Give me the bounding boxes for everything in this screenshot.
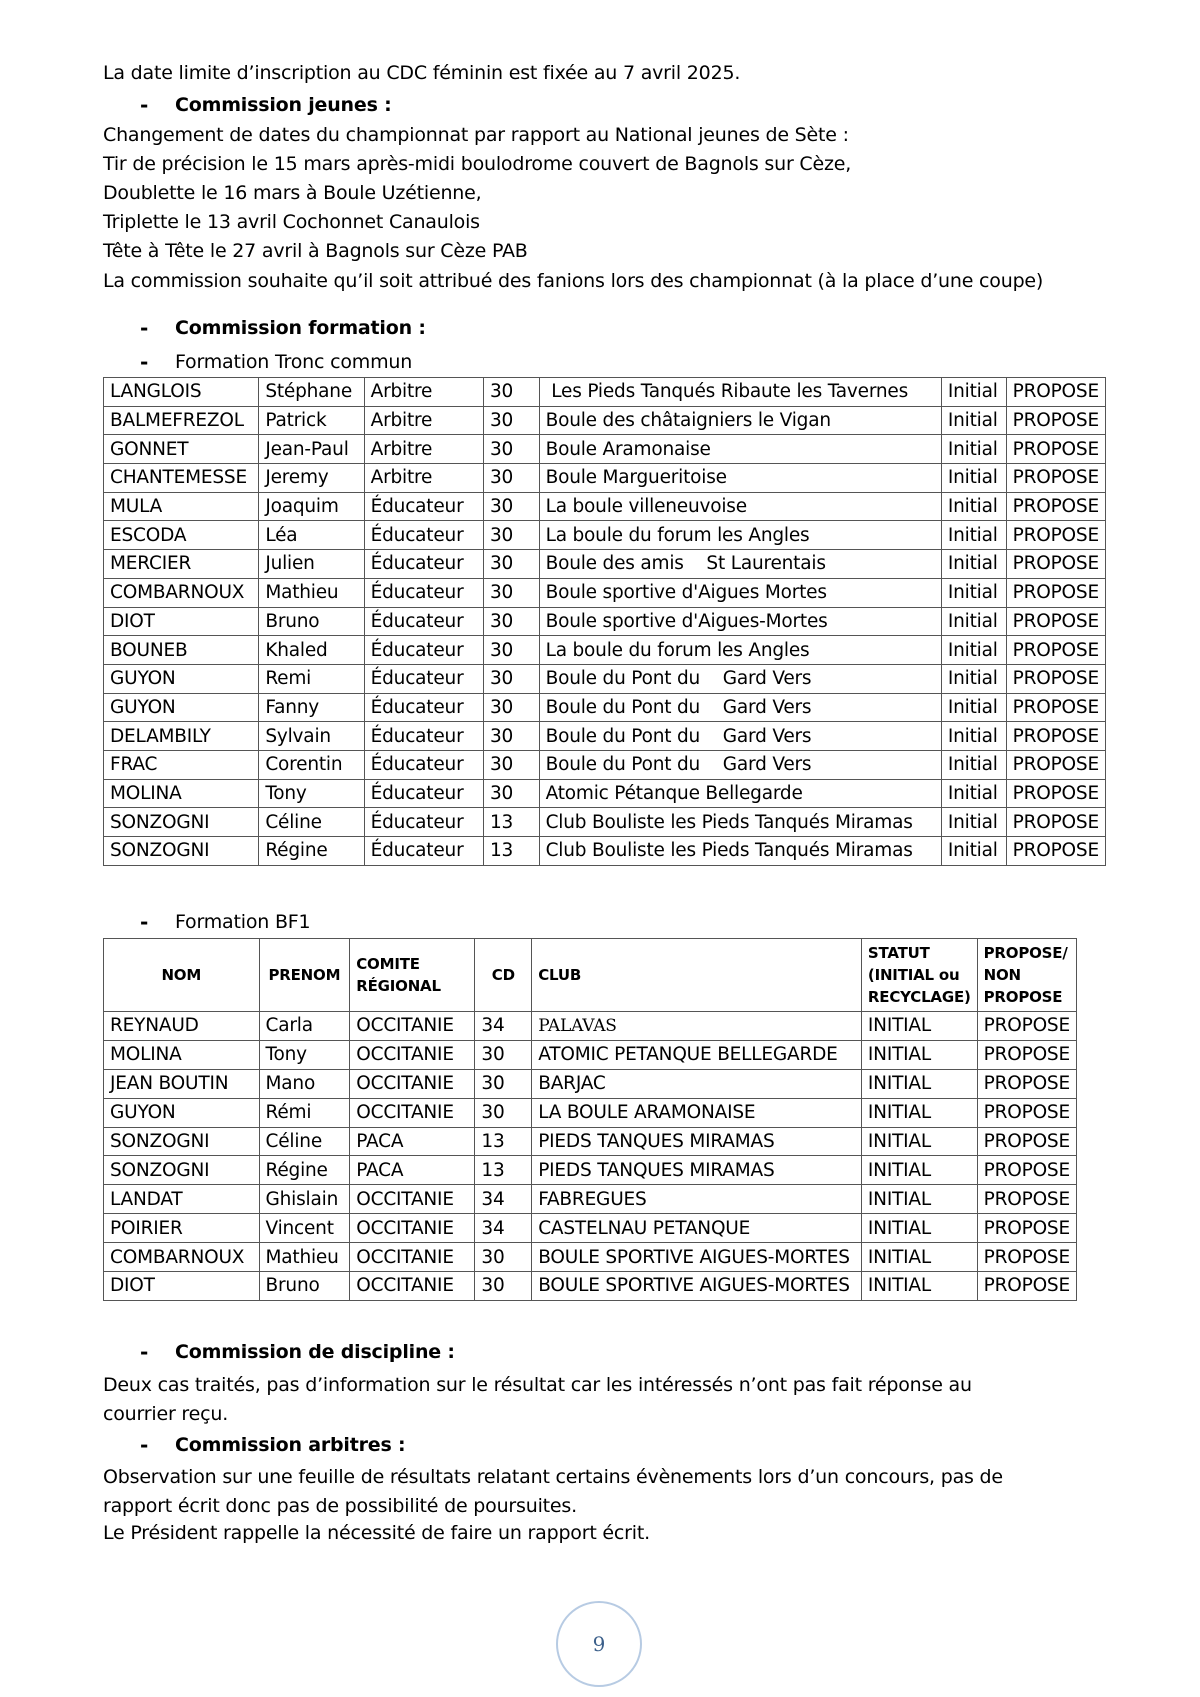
cell-comite: OCCITANIE <box>350 1214 475 1243</box>
heading-commission-jeunes: Commission jeunes : <box>175 94 392 116</box>
column-header-cd: CD <box>475 939 532 1012</box>
cell-statut: Initial <box>941 521 1006 550</box>
cell-club: CASTELNAU PETANQUE <box>532 1214 862 1243</box>
cell-statut: INITIAL <box>861 1040 977 1069</box>
cell-role: Éducateur <box>364 664 483 693</box>
table-row <box>104 837 1106 866</box>
cell-propose: PROPOSE <box>1006 435 1105 464</box>
table-row <box>104 1098 1077 1127</box>
page-number-badge <box>556 1601 642 1687</box>
cell-statut: INITIAL <box>861 1243 977 1272</box>
cell-cd: 30 <box>483 521 539 550</box>
cell-role: Éducateur <box>364 693 483 722</box>
arbitres-paragraph-2: Le Président rappelle la nécessité de faire un rapport écrit. <box>103 1522 650 1544</box>
table-row <box>104 808 1106 837</box>
cell-statut: INITIAL <box>861 1272 977 1301</box>
cell-nom: CHANTEMESSE <box>104 464 259 493</box>
table-row <box>104 1040 1077 1069</box>
cell-role: Éducateur <box>364 779 483 808</box>
cell-statut: Initial <box>941 492 1006 521</box>
cell-cd: 30 <box>483 464 539 493</box>
cell-cd: 13 <box>483 808 539 837</box>
bullet-dash: - <box>140 350 149 374</box>
cell-club: La boule du forum les Angles <box>539 521 941 550</box>
cell-cd: 30 <box>483 607 539 636</box>
bullet-dash: - <box>140 316 149 340</box>
cell-prenom: Bruno <box>259 1272 350 1301</box>
table-row <box>104 406 1106 435</box>
cell-propose: PROPOSE <box>1006 779 1105 808</box>
table-row <box>104 1156 1077 1185</box>
cell-propose: PROPOSE <box>1006 550 1105 579</box>
cell-statut: Initial <box>941 378 1006 407</box>
cell-role: Éducateur <box>364 837 483 866</box>
cell-role: Éducateur <box>364 578 483 607</box>
cell-statut: Initial <box>941 722 1006 751</box>
cell-prenom: Vincent <box>259 1214 350 1243</box>
cell-nom: LANGLOIS <box>104 378 259 407</box>
cell-statut: Initial <box>941 578 1006 607</box>
table-row <box>104 492 1106 521</box>
table-row <box>104 1185 1077 1214</box>
column-header-propose: PROPOSE/ NON PROPOSE <box>977 939 1076 1012</box>
jeunes-line: Tir de précision le 15 mars après-midi boulodrome couvert de Bagnols sur Cèze, <box>103 153 852 175</box>
table-row <box>104 1127 1077 1156</box>
jeunes-line: La commission souhaite qu’il soit attribué des fanions lors des championnat (à la place d’une coupe) <box>103 270 1044 292</box>
table-row <box>104 607 1106 636</box>
cell-cd: 34 <box>475 1012 532 1041</box>
cell-nom: ESCODA <box>104 521 259 550</box>
cell-nom: SONZOGNI <box>104 837 259 866</box>
cell-club: PIEDS TANQUES MIRAMAS <box>532 1156 862 1185</box>
cell-statut: INITIAL <box>861 1069 977 1098</box>
cell-statut: INITIAL <box>861 1127 977 1156</box>
cell-nom: BOUNEB <box>104 636 259 665</box>
cell-prenom: Julien <box>259 550 364 579</box>
discipline-paragraph: Deux cas traités, pas d’information sur le résultat car les intéressés n’ont pas fait réponse au courrier reçu. <box>103 1374 972 1425</box>
cell-club: BOULE SPORTIVE AIGUES-MORTES <box>532 1243 862 1272</box>
cell-cd: 30 <box>475 1272 532 1301</box>
table-row <box>104 550 1106 579</box>
cell-cd: 30 <box>475 1040 532 1069</box>
cell-club: Boule du Pont du Gard Vers <box>539 722 941 751</box>
cell-propose: PROPOSE <box>977 1243 1076 1272</box>
cell-role: Éducateur <box>364 607 483 636</box>
cell-propose: PROPOSE <box>977 1214 1076 1243</box>
column-header-comite: COMITE RÉGIONAL <box>350 939 475 1012</box>
cell-nom: COMBARNOUX <box>104 1243 260 1272</box>
table-row <box>104 1012 1077 1041</box>
cell-statut: Initial <box>941 636 1006 665</box>
cell-prenom: Ghislain <box>259 1185 350 1214</box>
cell-prenom: Mathieu <box>259 578 364 607</box>
cell-propose: PROPOSE <box>977 1098 1076 1127</box>
cell-club: La boule villeneuvoise <box>539 492 941 521</box>
cell-prenom: Tony <box>259 779 364 808</box>
cell-propose: PROPOSE <box>977 1012 1076 1041</box>
cell-cd: 30 <box>475 1243 532 1272</box>
cell-nom: SONZOGNI <box>104 1156 260 1185</box>
cell-statut: INITIAL <box>861 1214 977 1243</box>
cell-cd: 13 <box>483 837 539 866</box>
cell-prenom: Joaquim <box>259 492 364 521</box>
cell-role: Arbitre <box>364 378 483 407</box>
cell-comite: PACA <box>350 1127 475 1156</box>
cell-club: BOULE SPORTIVE AIGUES-MORTES <box>532 1272 862 1301</box>
cell-club: La boule du forum les Angles <box>539 636 941 665</box>
cell-club: Les Pieds Tanqués Ribaute les Tavernes <box>539 378 941 407</box>
cell-propose: PROPOSE <box>1006 664 1105 693</box>
cell-prenom: Rémi <box>259 1098 350 1127</box>
cell-cd: 34 <box>475 1214 532 1243</box>
cell-cd: 30 <box>483 435 539 464</box>
table-row <box>104 750 1106 779</box>
cell-propose: PROPOSE <box>1006 636 1105 665</box>
cell-prenom: Remi <box>259 664 364 693</box>
cell-propose: PROPOSE <box>1006 607 1105 636</box>
heading-commission-discipline: Commission de discipline : <box>175 1341 455 1363</box>
cell-comite: OCCITANIE <box>350 1069 475 1098</box>
cell-role: Éducateur <box>364 750 483 779</box>
table-row <box>104 779 1106 808</box>
cell-club: Boule Margueritoise <box>539 464 941 493</box>
cell-statut: Initial <box>941 550 1006 579</box>
jeunes-line: Tête à Tête le 27 avril à Bagnols sur Cèze PAB <box>103 240 528 262</box>
column-header-prenom: PRENOM <box>259 939 350 1012</box>
cell-nom: REYNAUD <box>104 1012 260 1041</box>
cell-statut: Initial <box>941 464 1006 493</box>
cell-cd: 30 <box>483 722 539 751</box>
cell-statut: Initial <box>941 808 1006 837</box>
cell-club: PALAVAS <box>532 1012 862 1041</box>
cell-club: Boule sportive d'Aigues-Mortes <box>539 607 941 636</box>
cell-cd: 34 <box>475 1185 532 1214</box>
cell-nom: SONZOGNI <box>104 1127 260 1156</box>
cell-cd: 30 <box>475 1098 532 1127</box>
cell-nom: DIOT <box>104 1272 260 1301</box>
table-row <box>104 693 1106 722</box>
heading-formation-tronc-commun: Formation Tronc commun <box>175 351 413 373</box>
cell-club: Atomic Pétanque Bellegarde <box>539 779 941 808</box>
cell-propose: PROPOSE <box>1006 378 1105 407</box>
cell-comite: OCCITANIE <box>350 1040 475 1069</box>
cell-role: Éducateur <box>364 550 483 579</box>
cell-role: Éducateur <box>364 636 483 665</box>
cell-role: Éducateur <box>364 808 483 837</box>
cell-prenom: Patrick <box>259 406 364 435</box>
heading-commission-arbitres: Commission arbitres : <box>175 1434 406 1456</box>
cell-club: FABREGUES <box>532 1185 862 1214</box>
cell-propose: PROPOSE <box>1006 693 1105 722</box>
cell-propose: PROPOSE <box>1006 837 1105 866</box>
cell-statut: Initial <box>941 779 1006 808</box>
cell-statut: Initial <box>941 406 1006 435</box>
cell-comite: OCCITANIE <box>350 1185 475 1214</box>
cell-nom: GUYON <box>104 1098 260 1127</box>
cell-propose: PROPOSE <box>1006 492 1105 521</box>
page-number: 9 <box>592 1632 606 1656</box>
cell-club: Boule sportive d'Aigues Mortes <box>539 578 941 607</box>
cell-nom: DIOT <box>104 607 259 636</box>
cell-cd: 30 <box>483 636 539 665</box>
cell-propose: PROPOSE <box>1006 406 1105 435</box>
cell-role: Éducateur <box>364 521 483 550</box>
cell-cd: 30 <box>475 1069 532 1098</box>
cell-club: Boule Aramonaise <box>539 435 941 464</box>
cell-prenom: Stéphane <box>259 378 364 407</box>
cell-prenom: Mathieu <box>259 1243 350 1272</box>
cell-prenom: Léa <box>259 521 364 550</box>
table-row <box>104 636 1106 665</box>
cell-club: PIEDS TANQUES MIRAMAS <box>532 1127 862 1156</box>
intro-paragraph: La date limite d’inscription au CDC féminin est fixée au 7 avril 2025. <box>103 62 741 84</box>
cell-nom: GONNET <box>104 435 259 464</box>
jeunes-line: Triplette le 13 avril Cochonnet Canaulois <box>103 211 480 233</box>
table-formation-bf1 <box>103 938 1077 1301</box>
cell-cd: 13 <box>475 1156 532 1185</box>
cell-role: Éducateur <box>364 492 483 521</box>
cell-club: Boule des amis St Laurentais <box>539 550 941 579</box>
cell-propose: PROPOSE <box>977 1040 1076 1069</box>
column-header-statut: STATUT (INITIAL ou RECYCLAGE) <box>861 939 977 1012</box>
table-header-row <box>104 939 1077 1012</box>
cell-propose: PROPOSE <box>977 1127 1076 1156</box>
cell-nom: MOLINA <box>104 1040 260 1069</box>
bullet-dash: - <box>140 93 149 117</box>
table-row <box>104 722 1106 751</box>
cell-propose: PROPOSE <box>1006 722 1105 751</box>
cell-cd: 30 <box>483 378 539 407</box>
cell-propose: PROPOSE <box>1006 578 1105 607</box>
jeunes-line: Doublette le 16 mars à Boule Uzétienne, <box>103 182 482 204</box>
cell-club: Boule des châtaigniers le Vigan <box>539 406 941 435</box>
cell-prenom: Céline <box>259 808 364 837</box>
table-row <box>104 664 1106 693</box>
cell-cd: 13 <box>475 1127 532 1156</box>
cell-nom: BALMEFREZOL <box>104 406 259 435</box>
arbitres-paragraph: Observation sur une feuille de résultats relatant certains évènements lors d’un concours, pas de rapport écrit donc pas de possibilité de poursuites. <box>103 1466 1003 1517</box>
cell-club: Boule du Pont du Gard Vers <box>539 664 941 693</box>
cell-nom: FRAC <box>104 750 259 779</box>
cell-propose: PROPOSE <box>1006 464 1105 493</box>
table-row <box>104 1243 1077 1272</box>
cell-nom: POIRIER <box>104 1214 260 1243</box>
cell-nom: MERCIER <box>104 550 259 579</box>
cell-nom: COMBARNOUX <box>104 578 259 607</box>
cell-statut: Initial <box>941 693 1006 722</box>
bullet-dash: - <box>140 910 149 934</box>
cell-statut: Initial <box>941 837 1006 866</box>
heading-formation-bf1: Formation BF1 <box>175 911 311 933</box>
cell-nom: GUYON <box>104 693 259 722</box>
cell-prenom: Mano <box>259 1069 350 1098</box>
cell-prenom: Bruno <box>259 607 364 636</box>
cell-prenom: Jean-Paul <box>259 435 364 464</box>
cell-club: BARJAC <box>532 1069 862 1098</box>
cell-propose: PROPOSE <box>977 1272 1076 1301</box>
cell-cd: 30 <box>483 664 539 693</box>
cell-prenom: Khaled <box>259 636 364 665</box>
cell-club: ATOMIC PETANQUE BELLEGARDE <box>532 1040 862 1069</box>
cell-prenom: Jeremy <box>259 464 364 493</box>
cell-statut: INITIAL <box>861 1098 977 1127</box>
cell-club: Club Bouliste les Pieds Tanqués Miramas <box>539 837 941 866</box>
table-row <box>104 521 1106 550</box>
table-tronc-commun <box>103 377 1106 866</box>
cell-cd: 30 <box>483 406 539 435</box>
cell-statut: INITIAL <box>861 1012 977 1041</box>
cell-role: Arbitre <box>364 435 483 464</box>
cell-prenom: Régine <box>259 837 364 866</box>
table-row <box>104 578 1106 607</box>
heading-commission-formation: Commission formation : <box>175 317 426 339</box>
cell-prenom: Corentin <box>259 750 364 779</box>
cell-comite: OCCITANIE <box>350 1272 475 1301</box>
cell-statut: Initial <box>941 607 1006 636</box>
table-row <box>104 1069 1077 1098</box>
table-row <box>104 378 1106 407</box>
cell-club: Club Bouliste les Pieds Tanqués Miramas <box>539 808 941 837</box>
cell-nom: LANDAT <box>104 1185 260 1214</box>
table-row <box>104 435 1106 464</box>
cell-comite: OCCITANIE <box>350 1243 475 1272</box>
cell-club: Boule du Pont du Gard Vers <box>539 693 941 722</box>
cell-nom: DELAMBILY <box>104 722 259 751</box>
cell-propose: PROPOSE <box>977 1156 1076 1185</box>
bullet-dash: - <box>140 1340 149 1364</box>
cell-club: LA BOULE ARAMONAISE <box>532 1098 862 1127</box>
cell-cd: 30 <box>483 578 539 607</box>
cell-nom: GUYON <box>104 664 259 693</box>
cell-role: Éducateur <box>364 722 483 751</box>
cell-statut: INITIAL <box>861 1185 977 1214</box>
cell-statut: Initial <box>941 435 1006 464</box>
cell-statut: INITIAL <box>861 1156 977 1185</box>
jeunes-line: Changement de dates du championnat par rapport au National jeunes de Sète : <box>103 124 849 146</box>
cell-prenom: Régine <box>259 1156 350 1185</box>
cell-prenom: Fanny <box>259 693 364 722</box>
cell-nom: JEAN BOUTIN <box>104 1069 260 1098</box>
cell-role: Arbitre <box>364 464 483 493</box>
cell-cd: 30 <box>483 750 539 779</box>
cell-prenom: Tony <box>259 1040 350 1069</box>
cell-comite: OCCITANIE <box>350 1098 475 1127</box>
table-row <box>104 464 1106 493</box>
cell-propose: PROPOSE <box>1006 750 1105 779</box>
cell-comite: PACA <box>350 1156 475 1185</box>
cell-cd: 30 <box>483 779 539 808</box>
column-header-club: CLUB <box>532 939 862 1012</box>
cell-nom: MULA <box>104 492 259 521</box>
cell-propose: PROPOSE <box>1006 808 1105 837</box>
cell-cd: 30 <box>483 693 539 722</box>
table-row <box>104 1214 1077 1243</box>
cell-statut: Initial <box>941 664 1006 693</box>
cell-prenom: Carla <box>259 1012 350 1041</box>
cell-propose: PROPOSE <box>1006 521 1105 550</box>
cell-nom: MOLINA <box>104 779 259 808</box>
cell-statut: Initial <box>941 750 1006 779</box>
cell-prenom: Céline <box>259 1127 350 1156</box>
cell-cd: 30 <box>483 550 539 579</box>
cell-propose: PROPOSE <box>977 1185 1076 1214</box>
cell-prenom: Sylvain <box>259 722 364 751</box>
bullet-dash: - <box>140 1433 149 1457</box>
column-header-nom: NOM <box>104 939 260 1012</box>
cell-propose: PROPOSE <box>977 1069 1076 1098</box>
cell-nom: SONZOGNI <box>104 808 259 837</box>
cell-cd: 30 <box>483 492 539 521</box>
cell-club: Boule du Pont du Gard Vers <box>539 750 941 779</box>
cell-comite: OCCITANIE <box>350 1012 475 1041</box>
cell-role: Arbitre <box>364 406 483 435</box>
table-row <box>104 1272 1077 1301</box>
